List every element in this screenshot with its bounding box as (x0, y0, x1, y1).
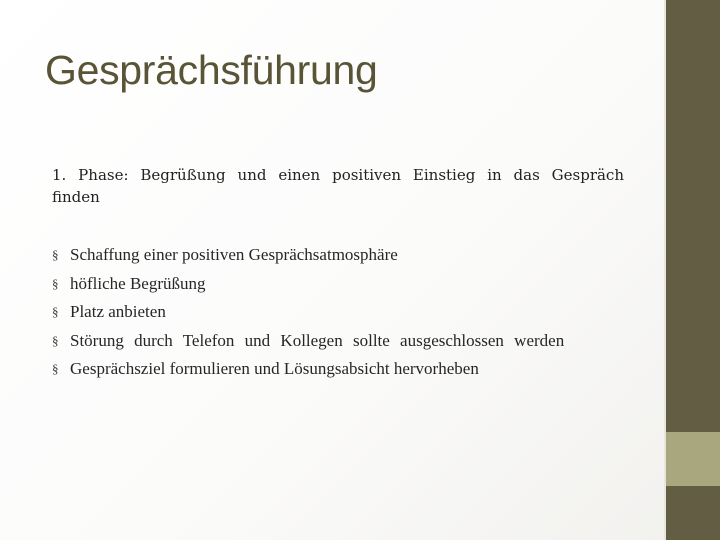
list-item (52, 244, 624, 267)
list-item (52, 358, 624, 381)
list-item-text: Schaffung einer positiven Gesprächsatmosphäre (70, 245, 398, 264)
list-item-text: Störung durch Telefon und Kollegen sollte ausgeschlossen werden (70, 330, 565, 350)
list-item-text: Platz anbieten (70, 302, 166, 321)
list-item (52, 330, 624, 353)
bullet-list (52, 244, 624, 387)
slide-title: Gesprächsführung (45, 47, 378, 93)
bullet-marker-icon: § (52, 304, 59, 319)
bullet-marker-icon: § (52, 275, 59, 291)
list-item-text: Gesprächsziel formulieren und Lösungsabsicht hervorheben (70, 359, 479, 378)
list-item (52, 301, 624, 324)
list-item (52, 273, 624, 296)
bullet-marker-icon: § (52, 361, 59, 376)
sidebar-band-accent (666, 432, 720, 486)
bullet-marker-icon: § (52, 332, 59, 348)
list-item-text: höfliche Begrüßung (70, 273, 206, 293)
bullet-marker-icon: § (52, 247, 59, 262)
phase-heading: 1. Phase: Begrüßung und einen positiven Einstieg in das Gespräch finden (52, 166, 624, 206)
